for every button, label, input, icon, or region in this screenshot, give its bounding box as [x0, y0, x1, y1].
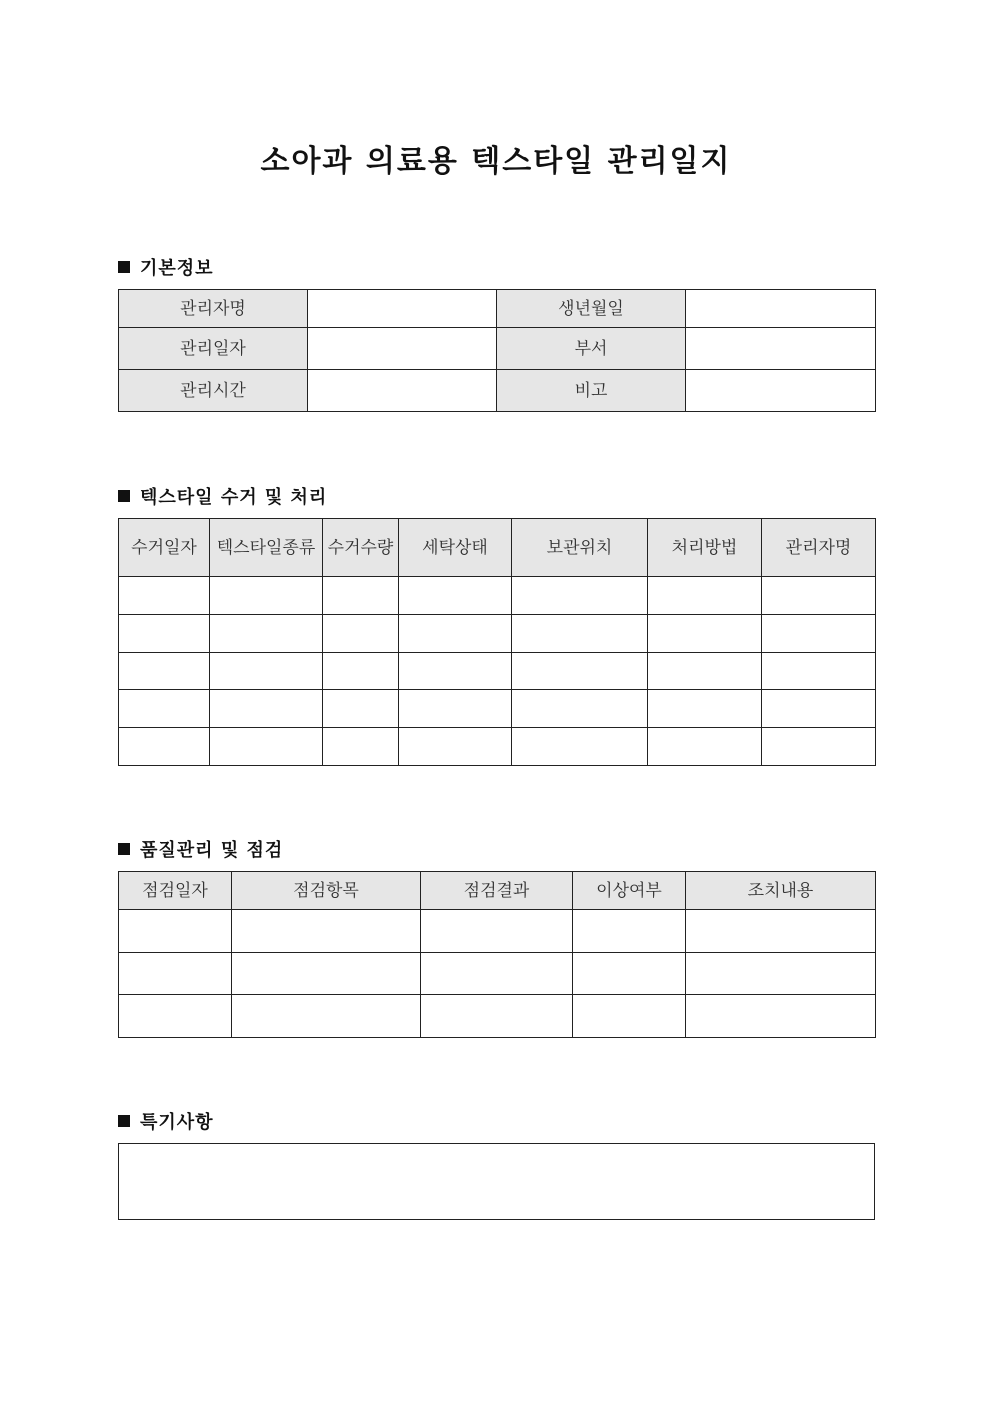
table-cell[interactable]: [762, 577, 876, 615]
section-title: 특기사항: [140, 1112, 214, 1133]
field-department[interactable]: [686, 328, 876, 370]
quality-header-row: [119, 872, 876, 910]
table-cell[interactable]: [323, 615, 399, 653]
table-cell[interactable]: [421, 953, 573, 995]
square-bullet-icon: [118, 843, 130, 855]
table-row: [119, 615, 876, 653]
table-cell[interactable]: [323, 653, 399, 690]
square-bullet-icon: [118, 261, 130, 273]
table-cell[interactable]: [232, 910, 421, 953]
section-heading-basic: [118, 254, 214, 280]
square-bullet-icon: [118, 1115, 130, 1127]
table-row: [119, 910, 876, 953]
col-header-quantity: 수거수량: [323, 519, 399, 577]
col-header-collect-date: 수거일자: [119, 519, 210, 577]
col-header-abnormal: 이상여부: [573, 872, 686, 910]
col-header-manager: 관리자명: [762, 519, 876, 577]
label-department: 부서: [497, 328, 686, 370]
table-cell[interactable]: [573, 953, 686, 995]
table-cell[interactable]: [762, 690, 876, 728]
table-cell[interactable]: [232, 953, 421, 995]
col-header-wash-status: 세탁상태: [399, 519, 512, 577]
table-cell[interactable]: [762, 615, 876, 653]
label-manage-time: 관리시간: [119, 370, 308, 412]
table-cell[interactable]: [648, 653, 762, 690]
collection-table: [118, 518, 876, 766]
section-title: 텍스타일 수거 및 처리: [140, 487, 328, 508]
table-cell[interactable]: [648, 690, 762, 728]
table-cell[interactable]: [210, 690, 323, 728]
table-row: [119, 953, 876, 995]
field-manage-date[interactable]: [308, 328, 497, 370]
label-remarks: 비고: [497, 370, 686, 412]
col-header-process-method: 처리방법: [648, 519, 762, 577]
table-cell[interactable]: [399, 728, 512, 766]
section-heading-quality: [118, 836, 283, 862]
table-cell[interactable]: [119, 728, 210, 766]
table-row: [119, 577, 876, 615]
table-cell[interactable]: [648, 577, 762, 615]
col-header-inspect-result: 점검결과: [421, 872, 573, 910]
label-manage-date: 관리일자: [119, 328, 308, 370]
col-header-inspect-date: 점검일자: [119, 872, 232, 910]
col-header-textile-type: 텍스타일종류: [210, 519, 323, 577]
field-remarks[interactable]: [686, 370, 876, 412]
field-manage-time[interactable]: [308, 370, 497, 412]
col-header-storage-location: 보관위치: [512, 519, 648, 577]
basic-info-row: [119, 328, 876, 370]
table-cell[interactable]: [512, 653, 648, 690]
table-cell[interactable]: [421, 995, 573, 1038]
section-heading-notes: [118, 1108, 214, 1134]
table-cell[interactable]: [119, 995, 232, 1038]
table-row: [119, 728, 876, 766]
table-cell[interactable]: [573, 910, 686, 953]
basic-info-table: [118, 289, 876, 412]
table-cell[interactable]: [323, 577, 399, 615]
table-cell[interactable]: [573, 995, 686, 1038]
table-cell[interactable]: [210, 615, 323, 653]
table-row: [119, 653, 876, 690]
square-bullet-icon: [118, 490, 130, 502]
basic-info-row: [119, 370, 876, 412]
table-cell[interactable]: [762, 653, 876, 690]
table-cell[interactable]: [210, 577, 323, 615]
table-cell[interactable]: [119, 653, 210, 690]
notes-box[interactable]: [118, 1143, 875, 1220]
table-cell[interactable]: [399, 577, 512, 615]
table-cell[interactable]: [399, 690, 512, 728]
table-row: [119, 995, 876, 1038]
table-cell[interactable]: [119, 953, 232, 995]
table-cell[interactable]: [210, 653, 323, 690]
table-cell[interactable]: [648, 728, 762, 766]
table-cell[interactable]: [648, 615, 762, 653]
table-cell[interactable]: [686, 995, 876, 1038]
page-title: 소아과 의료용 텍스타일 관리일지: [260, 144, 732, 179]
table-cell[interactable]: [512, 728, 648, 766]
quality-table: [118, 871, 876, 1038]
table-cell[interactable]: [119, 690, 210, 728]
table-row: [119, 690, 876, 728]
col-header-action: 조치내용: [686, 872, 876, 910]
table-cell[interactable]: [686, 953, 876, 995]
table-cell[interactable]: [210, 728, 323, 766]
table-cell[interactable]: [421, 910, 573, 953]
table-cell[interactable]: [399, 653, 512, 690]
table-cell[interactable]: [323, 690, 399, 728]
table-cell[interactable]: [512, 615, 648, 653]
field-birth-date[interactable]: [686, 290, 876, 328]
table-cell[interactable]: [512, 690, 648, 728]
table-cell[interactable]: [119, 910, 232, 953]
label-manager-name: 관리자명: [119, 290, 308, 328]
field-manager-name[interactable]: [308, 290, 497, 328]
table-cell[interactable]: [232, 995, 421, 1038]
section-title: 품질관리 및 점검: [140, 840, 284, 861]
label-birth-date: 생년월일: [497, 290, 686, 328]
section-title: 기본정보: [140, 258, 214, 279]
table-cell[interactable]: [762, 728, 876, 766]
table-cell[interactable]: [399, 615, 512, 653]
table-cell[interactable]: [323, 728, 399, 766]
section-heading-collection: [118, 483, 327, 509]
collection-header-row: [119, 519, 876, 577]
table-cell[interactable]: [119, 577, 210, 615]
col-header-inspect-item: 점검항목: [232, 872, 421, 910]
basic-info-row: [119, 290, 876, 328]
table-cell[interactable]: [686, 910, 876, 953]
table-cell[interactable]: [512, 577, 648, 615]
table-cell[interactable]: [119, 615, 210, 653]
